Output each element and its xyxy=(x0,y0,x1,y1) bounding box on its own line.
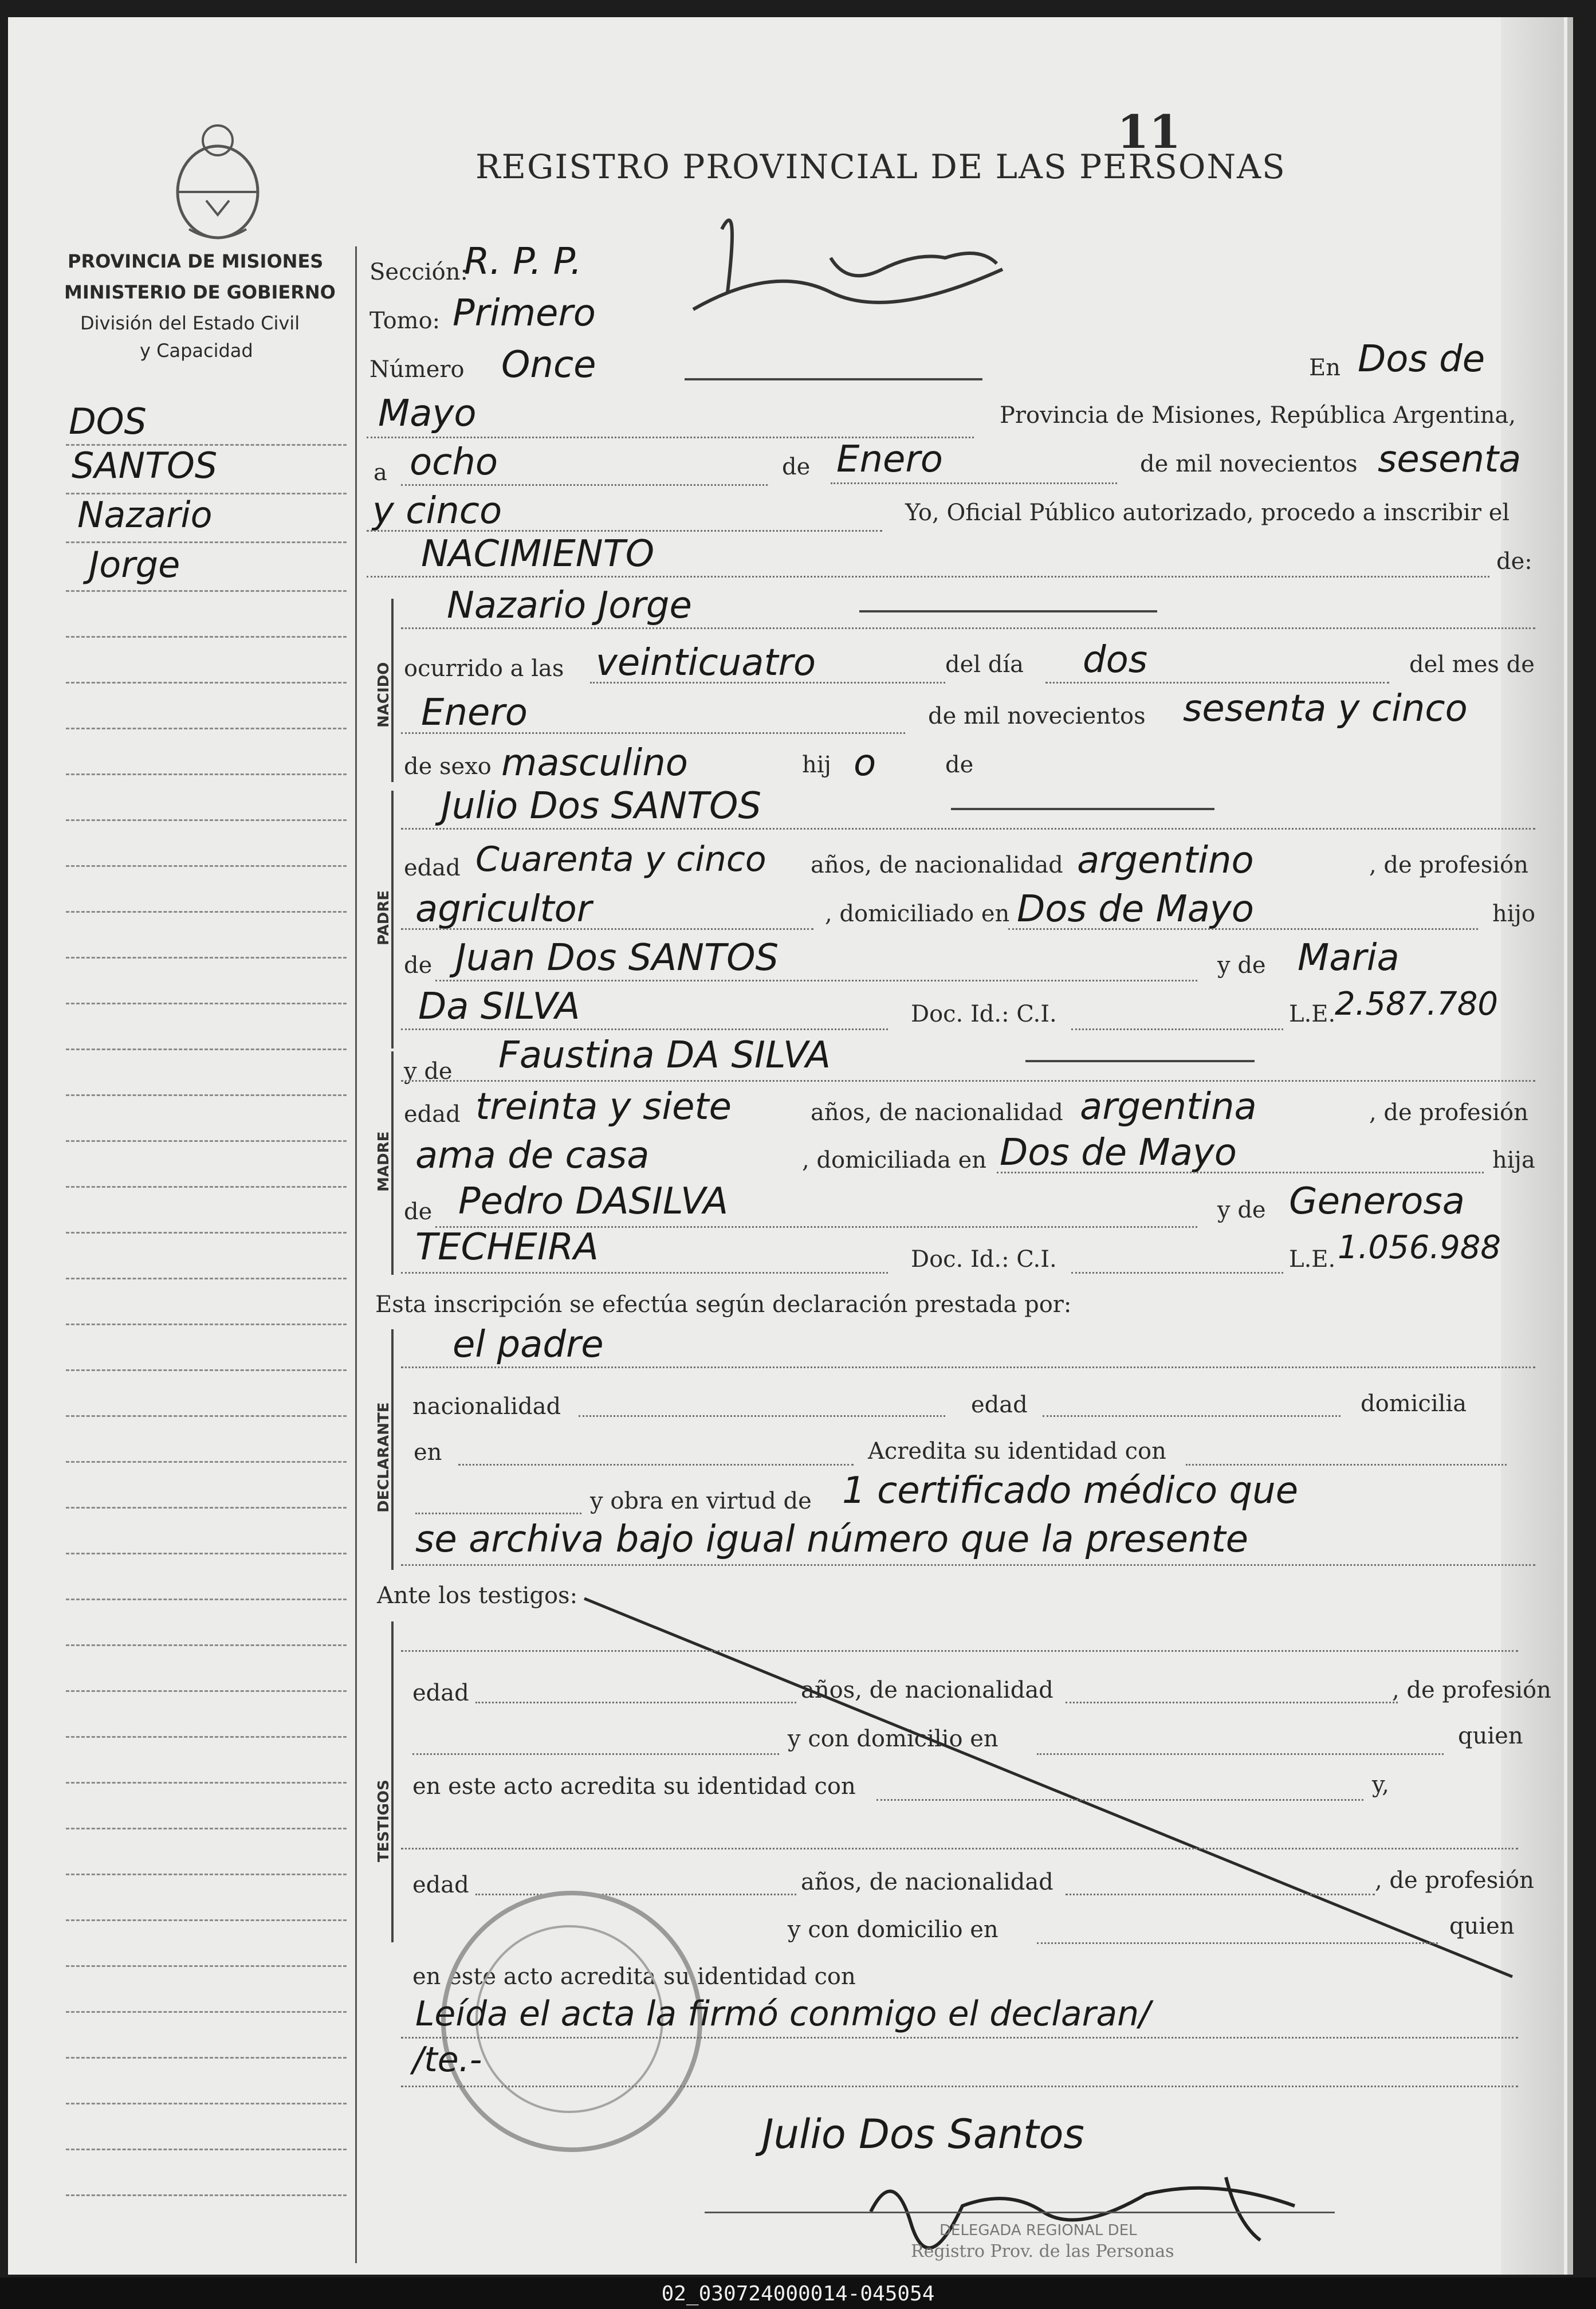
margin-surname-2: SANTOS xyxy=(72,445,218,486)
padre-mother-of-2: Da SILVA xyxy=(418,985,580,1028)
testigo2-prof-label: , de profesión xyxy=(1375,1867,1534,1894)
ministry-label: MINISTERIO DE GOBIERNO xyxy=(64,281,336,303)
padre-dom-label: , domiciliado en xyxy=(825,901,1010,927)
image-id-bar xyxy=(0,2277,1596,2309)
birth-year: sesenta y cinco xyxy=(1183,688,1468,730)
numero-label: Número xyxy=(369,356,465,383)
ocurrido-label: ocurrido a las xyxy=(404,655,564,682)
hour-value: veinticuatro xyxy=(596,642,816,684)
testigo2-acredita-label: en este acto acredita su identidad con xyxy=(412,1964,856,1990)
madre-le-label: L.E. xyxy=(1289,1246,1336,1273)
madre-father-of: Pedro DASILVA xyxy=(458,1180,729,1223)
madre-mother-of: Generosa xyxy=(1289,1180,1465,1223)
leida-text-2: /te.- xyxy=(412,2040,482,2080)
year-text: de mil novecientos xyxy=(1140,451,1358,477)
declarante-virtud-value: 1 certificado médico que xyxy=(842,1470,1299,1512)
birth-month: Enero xyxy=(421,692,528,734)
testigo1-quien-label: quien xyxy=(1458,1723,1523,1749)
testigo1-acredita-label: en este acto acredita su identidad con xyxy=(412,1773,856,1800)
del-mes-label: del mes de xyxy=(1409,651,1535,678)
testigo2-dom-label: y con domicilio en xyxy=(788,1917,999,1943)
year-value-2: y cinco xyxy=(372,490,502,532)
madre-side-label: MADRE xyxy=(375,1131,392,1192)
declarante-nac-label: nacionalidad xyxy=(412,1393,561,1420)
birth-year-label: de mil novecientos xyxy=(928,703,1146,729)
declarante-side-label: DECLARANTE xyxy=(375,1402,392,1513)
madre-de-label: de xyxy=(404,1199,433,1225)
nacido-side-label: NACIDO xyxy=(375,662,392,728)
padre-edad-label: edad xyxy=(404,855,461,881)
madre-le-value: 1.056.988 xyxy=(1338,1229,1501,1266)
madre-mother-of-2: TECHEIRA xyxy=(415,1226,599,1269)
padre-prof-label: , de profesión xyxy=(1369,852,1528,878)
declarante-value: el padre xyxy=(453,1324,604,1366)
testigos-side-label: TESTIGOS xyxy=(375,1780,392,1862)
en-label: En xyxy=(1309,355,1341,381)
sexo-value: masculino xyxy=(501,742,688,784)
padre-y-de-label: y de xyxy=(1217,952,1266,979)
padre-le-label: L.E. xyxy=(1289,1001,1336,1027)
padre-nac-label: años, de nacionalidad xyxy=(811,852,1063,878)
madre-dom-value: Dos de Mayo xyxy=(1000,1132,1237,1174)
madre-prof-label: , de profesión xyxy=(1369,1099,1528,1126)
signature-scribble-icon xyxy=(659,189,1014,344)
madre-prof-value: ama de casa xyxy=(415,1134,650,1177)
testigo1-dom-label: y con domicilio en xyxy=(788,1726,999,1752)
declarante-edad-label: edad xyxy=(971,1392,1028,1418)
madre-nac-value: argentina xyxy=(1080,1086,1257,1128)
declarante-signature: Julio Dos Santos xyxy=(762,2111,1084,2158)
declarante-virtud-value-2: se archiva bajo igual número que la presente xyxy=(415,1518,1248,1561)
testigo1-y-label: y, xyxy=(1372,1772,1389,1798)
page-number: 11 xyxy=(1117,105,1181,159)
testigos-intro: Ante los testigos: xyxy=(377,1582,578,1609)
padre-prof-value: agricultor xyxy=(415,888,592,930)
division-label-2: y Capacidad xyxy=(140,340,253,362)
hij-suffix: o xyxy=(854,742,876,784)
madre-doc-label: Doc. Id.: C.I. xyxy=(911,1246,1057,1273)
madre-dom-label: , domiciliada en xyxy=(802,1147,987,1173)
madre-nac-label: años, de nacionalidad xyxy=(811,1099,1063,1126)
madre-hija-label: hija xyxy=(1492,1147,1535,1173)
padre-father-of: Juan Dos SANTOS xyxy=(455,937,779,979)
de-label: de xyxy=(782,454,811,480)
margin-divider xyxy=(355,246,357,2263)
testigo1-nac-label: años, de nacionalidad xyxy=(801,1677,1053,1703)
margin-surname-1: DOS xyxy=(69,400,147,442)
page-title: REGISTRO PROVINCIAL DE LAS PERSONAS xyxy=(475,147,1286,186)
testigo2-quien-label: quien xyxy=(1449,1913,1515,1939)
coat-of-arms-icon xyxy=(166,115,269,246)
province-label: PROVINCIA DE MISIONES xyxy=(68,250,324,272)
sexo-label: de sexo xyxy=(404,753,492,780)
madre-name: Faustina DA SILVA xyxy=(498,1034,831,1077)
delegada-label: DELEGADA REGIONAL DEL xyxy=(939,2222,1137,2239)
numero-value: Once xyxy=(501,344,596,386)
madre-edad-label: edad xyxy=(404,1101,461,1128)
a-label: a xyxy=(374,460,387,486)
testigo1-prof-label: , de profesión xyxy=(1392,1677,1551,1703)
padre-mother-of: Maria xyxy=(1298,937,1400,979)
declarante-intro: Esta inscripción se efectúa según declaración prestada por: xyxy=(375,1291,1072,1318)
seccion-value: R. P. P. xyxy=(464,241,582,283)
place-value: Mayo xyxy=(378,392,477,435)
division-label: División del Estado Civil xyxy=(80,312,300,334)
year-value: sesenta xyxy=(1378,438,1522,481)
day-value: ocho xyxy=(410,441,498,484)
madre-y-de-label: y de xyxy=(404,1058,453,1085)
birth-day: dos xyxy=(1083,639,1148,681)
de-label-2: de xyxy=(945,752,974,778)
tomo-label: Tomo: xyxy=(369,308,441,334)
hij-label: hij xyxy=(802,752,831,778)
oficial-text: Yo, Oficial Público autorizado, procedo a inscribir el xyxy=(905,500,1510,526)
image-id: 02_030724000014-045054 xyxy=(661,2282,935,2306)
margin-given-1: Nazario xyxy=(77,494,213,536)
declarante-dom-label: domicilia xyxy=(1361,1391,1467,1417)
padre-doc-label: Doc. Id.: C.I. xyxy=(911,1001,1057,1027)
padre-edad-value: Cuarenta y cinco xyxy=(475,839,766,879)
acta-type: NACIMIENTO xyxy=(421,533,655,575)
madre-y-de2-label: y de xyxy=(1217,1197,1266,1223)
leida-text: Leída el acta la firmó conmigo el declaran/ xyxy=(415,1994,1151,2034)
del-dia-label: del día xyxy=(945,651,1024,678)
declarante-en-label: en xyxy=(414,1439,442,1466)
registro-label: Registro Prov. de las Personas xyxy=(911,2241,1174,2261)
declarante-virtud-label: y obra en virtud de xyxy=(590,1488,812,1514)
padre-de-label: de xyxy=(404,952,433,979)
padre-dom-value: Dos de Mayo xyxy=(1017,888,1254,930)
de-colon: de: xyxy=(1496,548,1532,575)
month-value: Enero xyxy=(836,438,943,481)
tomo-value: Primero xyxy=(453,292,596,335)
testigo1-edad-label: edad xyxy=(412,1680,469,1706)
seccion-label: Sección: xyxy=(369,259,468,285)
provincia-text: Provincia de Misiones, República Argentina, xyxy=(1000,402,1516,429)
child-name: Nazario Jorge xyxy=(447,584,692,627)
margin-given-2: Jorge xyxy=(89,544,180,586)
padre-nac-value: argentino xyxy=(1077,839,1254,882)
testigo2-nac-label: años, de nacionalidad xyxy=(801,1869,1053,1895)
madre-edad-value: treinta y siete xyxy=(475,1086,732,1128)
padre-name: Julio Dos SANTOS xyxy=(441,785,761,827)
testigo2-edad-label: edad xyxy=(412,1872,469,1898)
padre-le-value: 2.587.780 xyxy=(1335,985,1499,1023)
declarante-acredita-label: Acredita su identidad con xyxy=(868,1438,1166,1464)
en-value: Dos de xyxy=(1358,338,1485,380)
padre-hijo-label: hijo xyxy=(1492,901,1536,927)
padre-side-label: PADRE xyxy=(375,890,392,945)
